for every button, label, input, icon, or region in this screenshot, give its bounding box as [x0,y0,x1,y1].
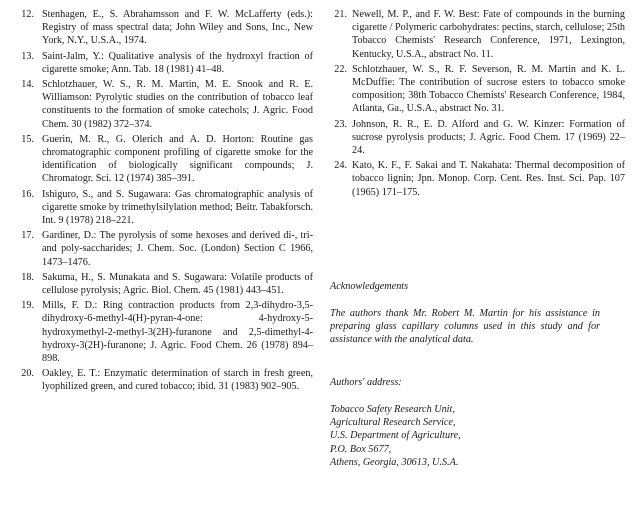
acknowledgements-heading: Acknowledgements [330,281,409,292]
address-line: Agricultural Research Service, [330,417,456,429]
reference-item [8,367,313,393]
reference-list-left [8,8,313,396]
reference-text: Schlotzhauer, W. S., R. F. Severson, R. M. Martin and K. L. McDuffie: The contribution of sucrose esters to tobacco smoke composition; 38th Tobacco Chemists' Research Conference, 1984, Atlanta, Ga., U.S.A., abstract No. 31. [352,63,625,115]
reference-text: Stenhagen, E., S. Abrahamsson and F. W. McLafferty (eds.): Registry of mass spectral data; John Wiley and Sons, Inc., New York, N.Y., U.S.A., 1974. [42,9,313,47]
reference-number: 12. [21,9,34,20]
reference-text: Ishiguro, S., and S. Sugawara: Gas chromatographic analysis of cigarette smoke by trimethylsilylation method; Beitr. Tabakforsch. Int. 9 (1978) 218–221. [42,188,313,227]
reference-number: 13. [21,50,34,62]
reference-number: 16. [21,188,34,200]
reference-number: 23. [334,118,347,130]
reference-number: 19. [21,300,34,312]
reference-item [330,8,625,61]
reference-item [8,50,313,76]
reference-text: Saint-Jalm, Y.: Qualitative analysis of the hydroxyl fraction of cigarette smoke; Ann. Tab. 18 (1981) 41–48. [42,50,313,75]
address-line: Tobacco Safety Research Unit, [330,404,455,415]
reference-text: Schlotzhauer, W. S., R. M. Martin, M. E. Snook and R. E. Williamson: Pyrolytic studies on the contribution of tobacco leaf constituents to the formation of smoke catechols; J. Agric. Food Chem. 30 (1982) 372–374. [42,79,313,130]
reference-item [8,271,313,297]
reference-text: Oakley, E. T.: Enzymatic determination of starch in fresh green, lyophilized green, and cured tobacco; ibid. 31 (1983) 902–905. [42,368,313,393]
reference-number: 22. [334,63,347,75]
reference-list-right [330,8,625,201]
reference-number: 15. [21,133,34,145]
authors-address-heading: Authors' address: [330,377,402,388]
reference-item [8,229,313,269]
reference-number: 17. [21,230,34,242]
reference-number: 21. [334,9,347,20]
reference-text: Guerin, M. R., G. Olerich and A. D. Horton: Routine gas chromatographic component profiling of cigarette smoke for the identification of biologically significant compounds; J. Chromatogr. Sci. 12 (1974) 385–391. [42,133,313,185]
reference-item [330,118,625,158]
authors-address [330,403,600,469]
reference-number: 20. [21,368,34,380]
reference-item [330,159,625,199]
reference-item [330,63,625,116]
reference-text: Gardiner, D.: The pyrolysis of some hexoses and derived di-, tri- and poly-saccharides; J. Chem. Soc. (London) Section C 1966, 1473–1476. [42,230,313,268]
reference-text: Johnson, R. R., E. D. Alford and G. W. Kinzer: Formation of sucrose pyrolysis products; J. Agric. Food Chem. 17 (1969) 22–24. [352,118,625,157]
reference-number: 24. [334,160,347,172]
reference-item [8,299,313,365]
acknowledgements-text: The authors thank Mr. Robert M. Martin for his assistance in preparing glass capillary columns used in this study and for assistance with the analytical data. [330,308,600,346]
reference-number: 18. [21,271,34,283]
reference-text: Newell, M. P., and F. W. Best: Fate of compounds in the burning cigarette / Polymeric carbohydrates: pectins, starch, cellulose; 25th Tobacco Chemists' Research Conference, 1971, Lexington, Kentucky, U.S.A., abstract No. 11. [352,9,625,60]
address-line: U.S. Department of Agriculture, [330,430,461,442]
address-line: P.O. Box 5677, [330,443,392,455]
reference-text: Kato, K. F., F. Sakai and T. Nakahata: Thermal decomposition of tobacco lignin; Jpn. Monop. Corp. Cent. Res. Inst. Sci. Pap. 107 (1965) 171–175. [352,160,625,198]
reference-text: Mills, F. D.: Ring contraction products from 2,3-dihydro-3,5-dihydroxy-6-methyl-4(H)-pyran-4-one: 4-hydroxy-5-hydroxymethyl-2-methyl-3(2H)-furanone and 2,5-dimethyl-4-hydroxy-3(2H)-furanone; J. Agric. Food Chem. 26 (1978) 894–898. [42,300,313,365]
reference-item [8,188,313,228]
reference-number: 14. [21,79,34,91]
address-line: Athens, Georgia, 30613, U.S.A. [330,456,459,468]
reference-text: Sakuma, H., S. Munakata and S. Sugawara: Volatile products of cellulose pyrolysis; Agric. Biol. Chem. 45 (1981) 443–451. [42,271,313,297]
reference-item [8,8,313,48]
reference-item [8,133,313,186]
reference-item [8,78,313,131]
